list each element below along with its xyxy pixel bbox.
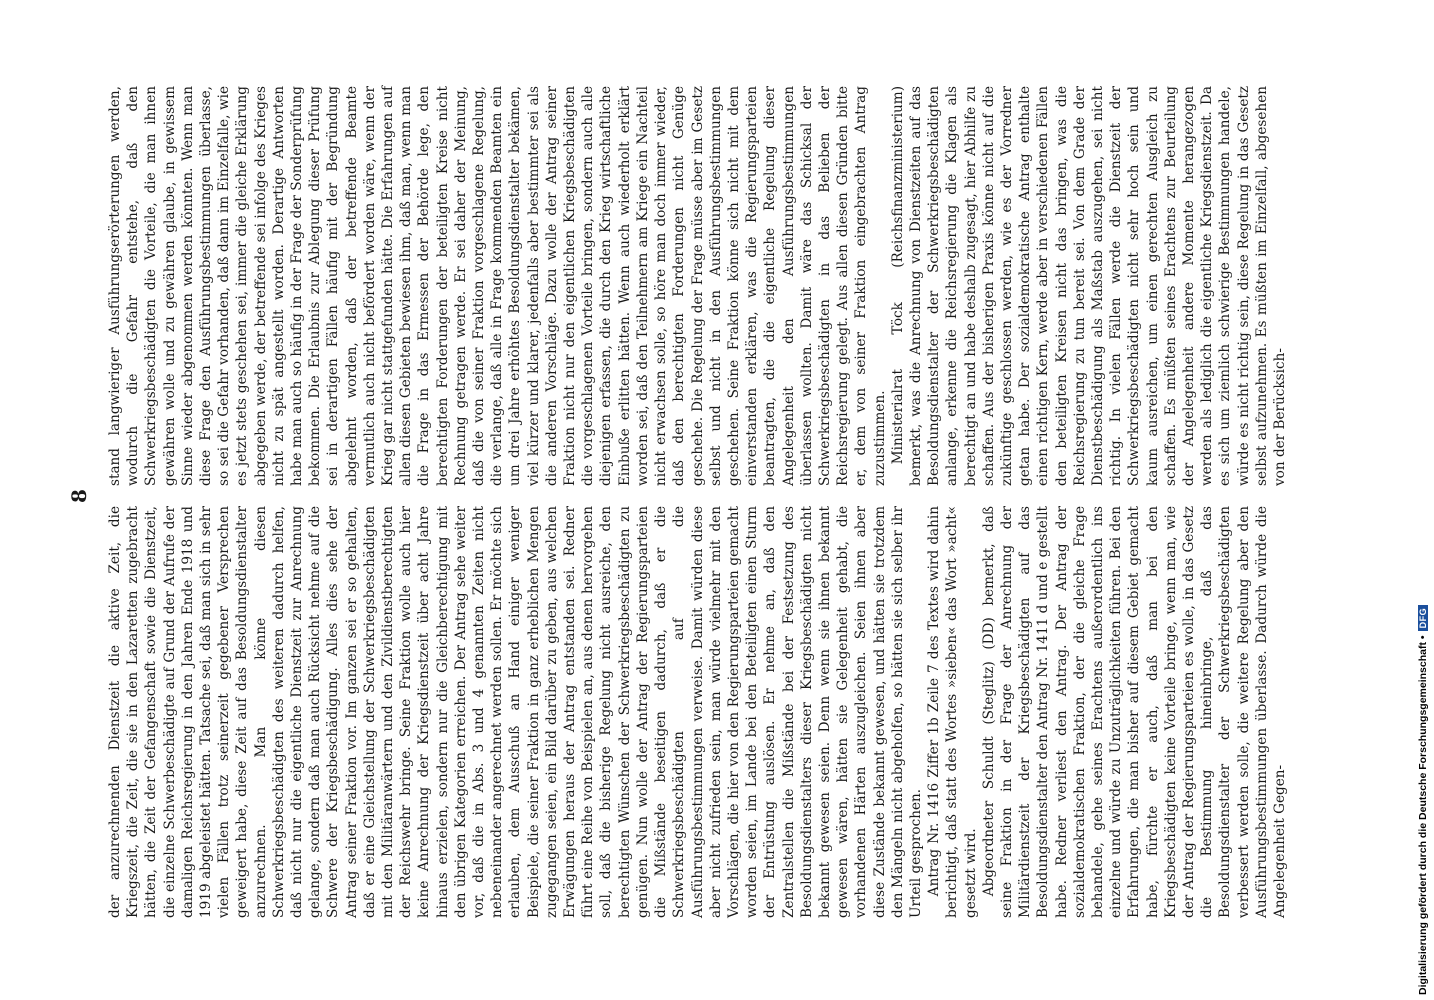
- text-column-right: [106, 86, 1288, 486]
- credit-text: Digitalisierung gefördert durch die Deutsche Forschungsgemeinschaft •: [1417, 635, 1429, 995]
- digitization-credit: [1417, 605, 1429, 995]
- page-number: 8: [66, 489, 91, 503]
- paragraph: stand langwieriger Ausführungserörterungen werden, wodurch die Gefahr entstehe, daß den Schwerkriegsbeschädigten die Vorteile, die man ihnen gewähren wolle und zu gewähren glaube, in gewissem Sinne wieder abgenommen werden könnten. Wenn man diese Frage den Ausführungsbestimmungen überlasse, so sei die Gefahr vorhanden, daß dann im Einzelfalle, wie es jetzt stets geschehen sei, immer die gleiche Erklärung abgegeben werde, der betreffende sei infolge des Krieges nicht zu spät angestellt worden. Derartige Antworten habe man auch so häufig in der Frage der Sonderprüfung bekommen. Die Erlaubnis zur Ablegung dieser Prüfung sei in derartigen Fällen häufig mit der Begründung abgelehnt worden, daß der betreffende Beamte vermutlich auch nicht befördert worden wäre, wenn der Krieg gar nicht stattgefunden hätte. Die Erfahrungen auf allen diesen Gebieten bewiesen ihm, daß man, wenn man die Frage in das Ermessen der Behörde lege, den berechtigten Forderungen der beteiligten Kreise nicht Rechnung getragen werde. Er sei daher der Meinung, daß die von seiner Fraktion vorgeschlagene Regelung, die verlange, daß alle in Frage kommenden Beamten ein um drei Jahre erhöhtes Besoldungsdienstalter bekämen, viel kürzer und klarer, jedenfalls aber bestimmter sei als die anderen Vorschläge. Dazu wolle der Antrag seiner Fraktion nicht nur den eigentlichen Kriegsbeschädigten die vorgeschlagenen Vorteile bringen, sondern auch alle diejenigen erfassen, die durch den Krieg wirtschaftliche Einbuße erlitten hätten. Wenn auch wiederholt erklärt worden sei, daß den Teilnehmern am Kriege ein Nachteil nicht erwachsen solle, so höre man doch immer wieder, daß den berechtigten Forderungen nicht Genüge geschehe. Die Regelung der Frage müsse aber im Gesetz selbst und nicht in den Ausführungsbestimmungen geschehen. Seine Fraktion könne sich nicht mit dem einverstanden erklären, was die Regierungsparteien beantragten, die die eigentliche Regelung dieser Angelegenheit den Ausführungsbestimmungen überlassen wollten. Damit wäre das Schicksal der Schwerkriegsbeschädigten in das Belieben der Reichsregierung gelegt. Aus allen diesen Gründen bitte er, dem von seiner Fraktion eingebrachten Antrag zuzustimmen.: [107, 86, 888, 486]
- dfg-logo: DFG: [1418, 605, 1428, 632]
- paragraph: Ministerialrat Töck (Reichsfinanzministerium) bemerkt, was die Anrechnung von Dienstzeiten auf das Besoldungsdienstalter der Schwerkriegsbeschädigten anlange, erkenne die Reichsregierung die Klagen als berechtigt an und habe deshalb zugesagt, hier Abhilfe zu schaffen. Aus der bisherigen Praxis könne nicht auf die zukünftige geschlossen werden, wie es der Vorredner getan habe. Der sozialdemokratische Antrag enthalte einen richtigen Kern, werde aber in verschiedenen Fällen den beteiligten Kreisen nicht das bringen, was die Reichsregierung zu tun bereit sei. Von dem Grade der Dienstbeschädigung als Maßstab auszugehen, sei nicht richtig. In vielen Fällen werde die Dienstzeit der Schwerkriegsbeschädigten nicht sehr hoch sein und kaum ausreichen, um einen gerechten Ausgleich zu schaffen. Es müßten seines Erachtens zur Beurteilung der Angelegenheit andere Momente herangezogen werden als lediglich die eigentliche Kriegsdienstzeit. Da es sich um ziemlich schwierige Bestimmungen handele, würde es nicht richtig sein, diese Regelung in das Gesetz selbst aufzunehmen. Es müßten im Einzelfall, abgesehen von der Berücksich-: [889, 86, 1288, 486]
- text-column-left: [106, 506, 1288, 918]
- paragraph: Antrag Nr. 1416 Ziffer 1b Zeile 7 des Textes wird dahin berichtigt, daß statt des Wortes »sieben« das Wort »acht« gesetzt wird.: [926, 506, 979, 918]
- paragraph: der anzurechnenden Dienstzeit die aktive Zeit, die Kriegszeit, die Zeit, die sie in den Lazaretten zugebracht hätten, die Zeit der Gefangenschaft sowie die Dienstzeit, die einzelne Schwerbeschädigte auf Grund der Aufrufe der damaligen Reichsregierung in den Jahren Ende 1918 und 1919 abgeleistet hätten. Tatsache sei, daß man sich in sehr vielen Fällen trotz seinerzeit gegebener Versprechen geweigert habe, diese Zeit auf das Besoldungsdienstalter anzurechnen. Man könne diesen Schwerkriegsbeschädigten des weiteren dadurch helfen, daß nicht nur die eigentliche Dienstzeit zur Anrechnung gelange, sondern daß man auch Rücksicht nehme auf die Schwere der Kriegsbeschädigung. Alles dies sehe der Antrag seiner Fraktion vor. Im ganzen sei er so gehalten, daß er eine Gleichstellung der Schwerkriegsbeschädigten mit den Militäranwärtern und den Zivildienstberechtigten der Reichswehr bringe. Seine Fraktion wolle auch hier keine Anrechnung der Kriegsdienstzeit über acht Jahre hinaus erzielen, sondern nur die Gleichberechtigung mit den übrigen Kategorien erreichen. Der Antrag sehe weiter vor, daß die in Abs. 3 und 4 genannten Zeiten nicht nebeneinander angerechnet werden sollen. Er möchte sich erlauben, dem Ausschuß an Hand einiger weniger Beispiele, die seiner Fraktion in ganz erheblichen Mengen zugegangen seien, ein Bild darüber zu geben, aus welchen Erwägungen heraus der Antrag entstanden sei. Redner führt eine Reihe von Beispielen an, aus denen hervorgehen soll, daß die bisherige Regelung nicht ausreiche, den berechtigten Wünschen der Schwerkriegsbeschädigten zu genügen. Nun wolle der Antrag der Regierungsparteien die Mißstände beseitigen dadurch, daß er die Schwerkriegsbeschädigten auf die Ausführungsbestimmungen verweise. Damit würden diese aber nicht zufrieden sein, man würde vielmehr mit den Vorschlägen, die hier von den Regierungsparteien gemacht worden seien, im Lande bei den Beteiligten einen Sturm der Entrüstung auslösen. Er nehme an, daß den Zentralstellen die Mißstände bei der Festsetzung des Besoldungsdienstalters dieser Kriegsbeschädigten nicht bekannt gewesen seien. Denn wenn sie ihnen bekannt gewesen wären, hätten sie Gelegenheit gehabt, die vorhandenen Härten auszugleichen. Seien ihnen aber diese Zustände bekannt gewesen, und hätten sie trotzdem den Mängeln nicht abgeholfen, so hätten sie sich selber ihr Urteil gesprochen.: [107, 506, 924, 918]
- paragraph: Abgeordneter Schuldt (Steglitz) (DD) bemerkt, daß seine Fraktion in der Frage der Anrechnung der Militärdienstzeit der Kriegsbeschädigten auf das Besoldungsdienstalter den Antrag Nr. 1411 d und e gestellt habe. Redner verliest den Antrag. Der Antrag der sozialdemokratischen Fraktion, der die gleiche Frage behandele, gehe seines Erachtens außerordentlich ins einzelne und würde zu Unzuträglichkeiten führen. Bei den Erfahrungen, die man bisher auf diesem Gebiet gemacht habe, fürchte er auch, daß man bei den Kriegsbeschädigten keine Vorteile bringe, wenn man, wie der Antrag der Regierungsparteien es wolle, in das Gesetz die Bestimmung hineinbringe, daß das Besoldungsdienstalter der Schwerkriegsbeschädigten verbessert werden solle, die weitere Regelung aber den Ausführungsbestimmungen überlasse. Dadurch würde die Angelegenheit Gegen-: [980, 506, 1288, 918]
